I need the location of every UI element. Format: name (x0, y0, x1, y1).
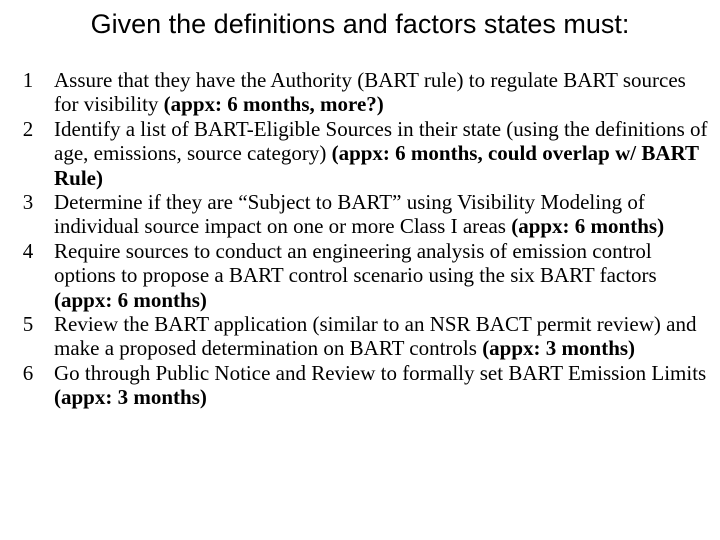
item-number: 1 (22, 68, 34, 92)
list-item (20, 312, 710, 361)
item-text: Go through Public Notice and Review to formally set BART Emission Limits (54, 360, 707, 385)
list-item (20, 68, 710, 117)
item-duration: (appx: 3 months) (482, 336, 636, 361)
list-item (20, 117, 710, 190)
item-number: 3 (22, 190, 34, 215)
item-number: 6 (22, 360, 34, 385)
slide-title: Given the definitions and factors states must: (90, 9, 630, 39)
item-duration: (appx: 6 months, could overlap w/ BART Rule) (54, 141, 699, 190)
item-duration: (appx: 3 months) (54, 385, 207, 410)
item-text: Identify a list of BART-Eligible Sources in their state (using the definitions of age, emissions, source category) (54, 116, 708, 166)
item-number: 4 (22, 238, 34, 263)
item-text: Require sources to conduct an engineering analysis of emission control options to propose a BART control scenario using the six BART factors (54, 238, 657, 288)
item-number: 2 (22, 116, 34, 141)
item-number: 5 (22, 312, 34, 337)
item-duration: (appx: 6 months, more?) (163, 92, 384, 117)
list-item (20, 361, 710, 410)
steps-list (20, 68, 710, 410)
list-item (20, 239, 710, 312)
item-duration: (appx: 6 months) (511, 214, 665, 239)
item-text: Assure that they have the Authority (BART rule) to regulate BART sources for visibility (54, 68, 686, 117)
list-item (20, 190, 710, 239)
item-text: Determine if they are “Subject to BART” using Visibility Modeling of individual source impact on one or more Class I areas (54, 190, 645, 239)
item-duration: (appx: 6 months) (54, 287, 207, 312)
item-text: Review the BART application (similar to an NSR BACT permit review) and make a proposed determination on BART controls (54, 312, 697, 361)
